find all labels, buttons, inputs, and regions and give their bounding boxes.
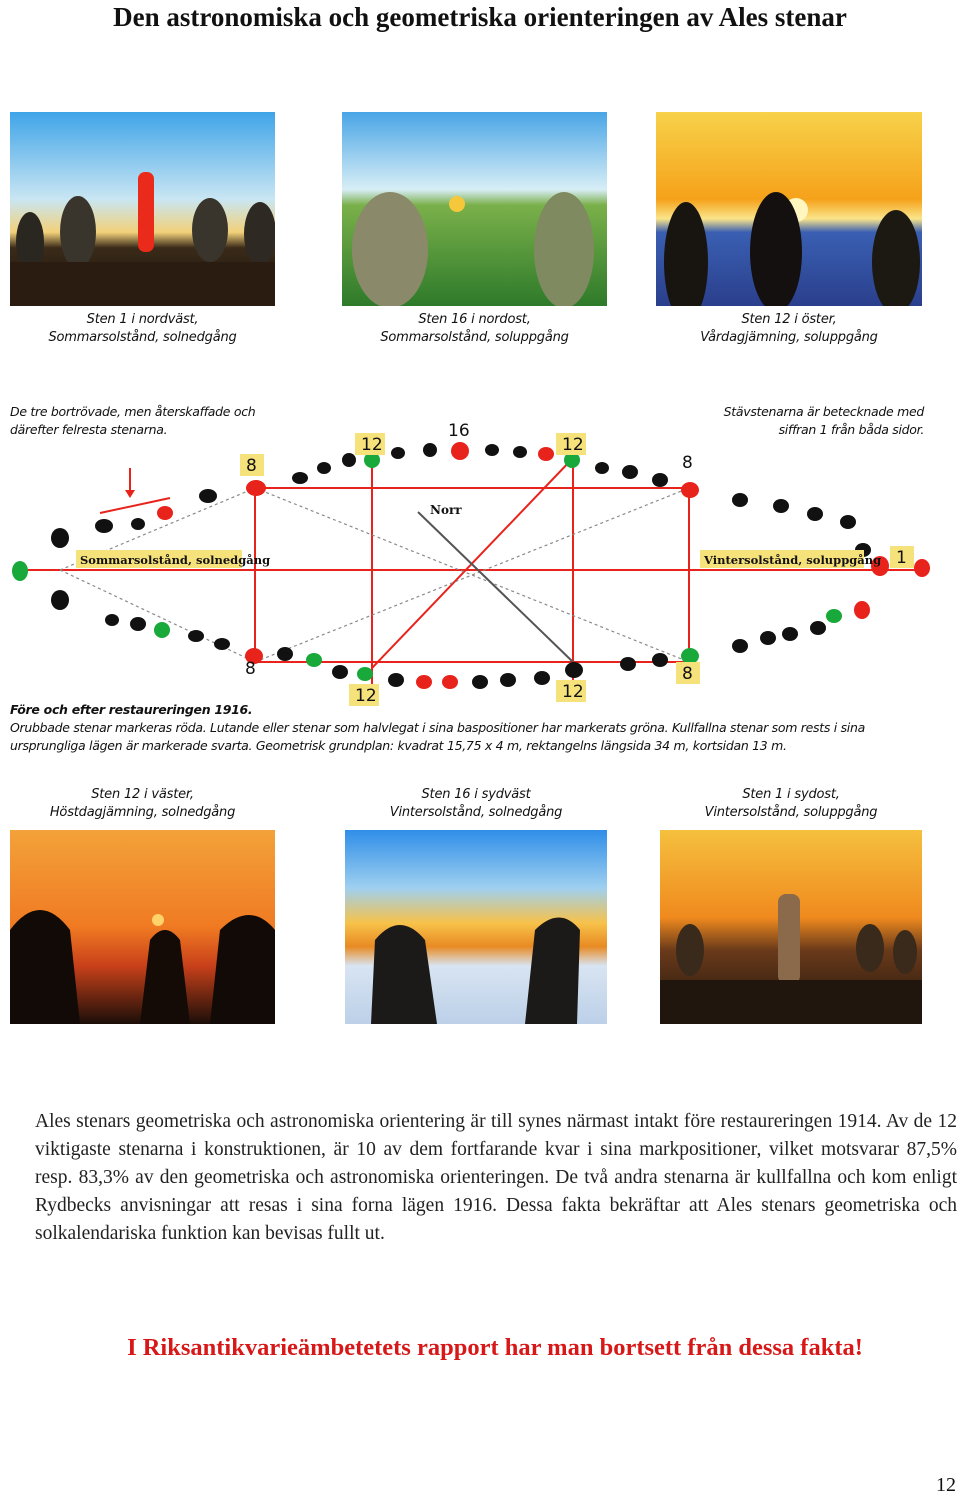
stone-black	[773, 499, 789, 513]
label-8: 8	[245, 659, 256, 679]
stone-black	[485, 444, 499, 456]
stone-red	[538, 447, 554, 461]
caption-photo-6	[660, 786, 922, 822]
stone-black	[277, 647, 293, 661]
stone-red	[442, 675, 458, 689]
stone-black	[840, 515, 856, 529]
stone-black	[317, 462, 331, 474]
label-1: 1	[896, 548, 907, 568]
stone-black	[51, 528, 69, 548]
legend-line: Orubbade stenar markeras röda. Lutande eller stenar som halvlegat i sina baspositioner har markerats gröna. Kullfallna stenar som rests i sina	[10, 720, 865, 735]
caption-line: Vintersolstånd, solnedgång	[389, 805, 563, 820]
label-12: 12	[355, 686, 377, 706]
stone-black	[391, 447, 405, 459]
stone-black	[95, 519, 113, 533]
label-north: Norr	[430, 503, 462, 517]
stone-black	[565, 662, 583, 678]
label-16: 16	[448, 421, 470, 441]
stone-green	[154, 622, 170, 638]
stone-black	[105, 614, 119, 626]
photo-sunset-stone-1-northwest	[10, 112, 275, 306]
stone-red	[681, 482, 699, 498]
stone-black	[732, 493, 748, 507]
stone-black	[807, 507, 823, 521]
stone-black	[130, 617, 146, 631]
stone-red	[157, 506, 173, 520]
warning-statement: I Riksantikvarieämbetetets rapport har man bortsett från dessa fakta!	[127, 1334, 863, 1361]
caption-line: Sten 12 i väster,	[91, 787, 194, 802]
photo-sunrise-stone-1-southeast	[660, 830, 922, 1024]
stone-black	[810, 621, 826, 635]
legend-line: ursprungliga lägen är markerade svarta. Geometrisk grundplan: kvadrat 15,75 x 4 m, rektangelns längsida 34 m, kortsidan 13 m.	[10, 738, 787, 753]
stone-black	[732, 639, 748, 653]
stone-red	[914, 559, 930, 577]
stone-green	[826, 609, 842, 623]
label-12: 12	[562, 682, 584, 702]
caption-line: Sten 16 i sydväst	[421, 787, 531, 802]
label-12: 12	[562, 435, 584, 455]
caption-line: Vintersolstånd, soluppgång	[704, 805, 878, 820]
page-number: 12	[936, 1474, 956, 1496]
caption-photo-5	[345, 786, 607, 822]
arrow-head	[125, 490, 135, 498]
stone-black	[760, 631, 776, 645]
photo-sunset-stone-12-west	[10, 830, 275, 1024]
stone-green	[12, 561, 28, 581]
stone-red	[451, 442, 469, 460]
stone-black	[51, 590, 69, 610]
caption-line: Vårdagjämning, soluppgång	[700, 330, 878, 345]
stone-black	[782, 627, 798, 641]
body-paragraph: Ales stenars geometriska och astronomiska orientering är till synes närmast intakt före restaureringen 1914. Av de 12 viktigaste stenarna i konstruktionen, är 10 av dem fortfarande kvar i sina markpositioner, vilket motsvarar 87,5% resp. 83,3% av den geometriska och astronomiska orienteringen. De två andra stenarna är kullfallna och kom enligt Rydbecks anvisningar att resas i sina forna lägen 1916. Dessa fakta bekräftar att Ales stenars geometriska och solkalendariska funktion kan bevisas fullt ut.	[35, 1111, 957, 1244]
stone-black	[332, 665, 348, 679]
caption-photo-3	[656, 311, 922, 347]
stone-black	[652, 473, 668, 487]
stone-green	[357, 667, 373, 681]
page-title: Den astronomiska och geometriska orienteringen av Ales stenar	[113, 2, 847, 32]
stone-black	[513, 446, 527, 458]
legend-title: Före och efter restaureringen 1916.	[10, 702, 253, 717]
legend	[10, 701, 950, 755]
stone-black	[188, 630, 204, 642]
label-12: 12	[361, 435, 383, 455]
stone-black	[500, 673, 516, 687]
photo-sunrise-stone-16-northeast	[342, 112, 607, 306]
stones-lower	[51, 590, 870, 689]
label-summer-solstice: Sommarsolstånd, solnedgång	[80, 553, 271, 567]
stone-green	[681, 648, 699, 664]
stone-green	[306, 653, 322, 667]
stone-black	[472, 675, 488, 689]
caption-line: Sten 12 i öster,	[741, 312, 837, 327]
stone-black	[620, 657, 636, 671]
note-line: Stävstenarna är betecknade med	[723, 404, 924, 419]
stone-black	[534, 671, 550, 685]
stone-red	[854, 601, 870, 619]
caption-line: Sten 1 i nordväst,	[86, 312, 199, 327]
stone-red	[416, 675, 432, 689]
stone-black	[342, 453, 356, 467]
caption-line: Sten 1 i sydost,	[742, 787, 840, 802]
diagonal-red	[372, 458, 573, 668]
label-8: 8	[682, 664, 693, 684]
stone-black	[199, 489, 217, 503]
caption-photo-2	[342, 311, 607, 347]
photo-sunset-stone-16-southwest	[345, 830, 607, 1024]
stone-red	[246, 480, 266, 496]
caption-photo-1	[10, 311, 275, 347]
stone-black	[131, 518, 145, 530]
stone-black	[622, 465, 638, 479]
stone-ship-diagram	[0, 398, 960, 708]
geometry-lines	[20, 458, 922, 688]
stone-black	[595, 462, 609, 474]
caption-photo-4	[10, 786, 275, 822]
photo-sunrise-stone-12-east	[656, 112, 922, 306]
stone-black	[423, 443, 437, 457]
note-line: siffran 1 från båda sidor.	[778, 422, 924, 437]
stone-black	[214, 638, 230, 650]
caption-line: Sommarsolstånd, solnedgång	[48, 330, 237, 345]
note-line: De tre bortrövade, men återskaffade och	[10, 404, 256, 419]
dotted-lines	[60, 488, 689, 662]
caption-line: Sommarsolstånd, soluppgång	[380, 330, 569, 345]
caption-line: Höstdagjämning, solnedgång	[49, 805, 236, 820]
stone-black	[652, 653, 668, 667]
caption-line: Sten 16 i nordost,	[418, 312, 531, 327]
stone-black	[388, 673, 404, 687]
label-winter-solstice: Vintersolstånd, soluppgång	[704, 553, 882, 567]
stone-black	[292, 472, 308, 484]
label-8: 8	[246, 456, 257, 476]
note-line: därefter felresta stenarna.	[10, 422, 168, 437]
label-8: 8	[682, 453, 693, 473]
